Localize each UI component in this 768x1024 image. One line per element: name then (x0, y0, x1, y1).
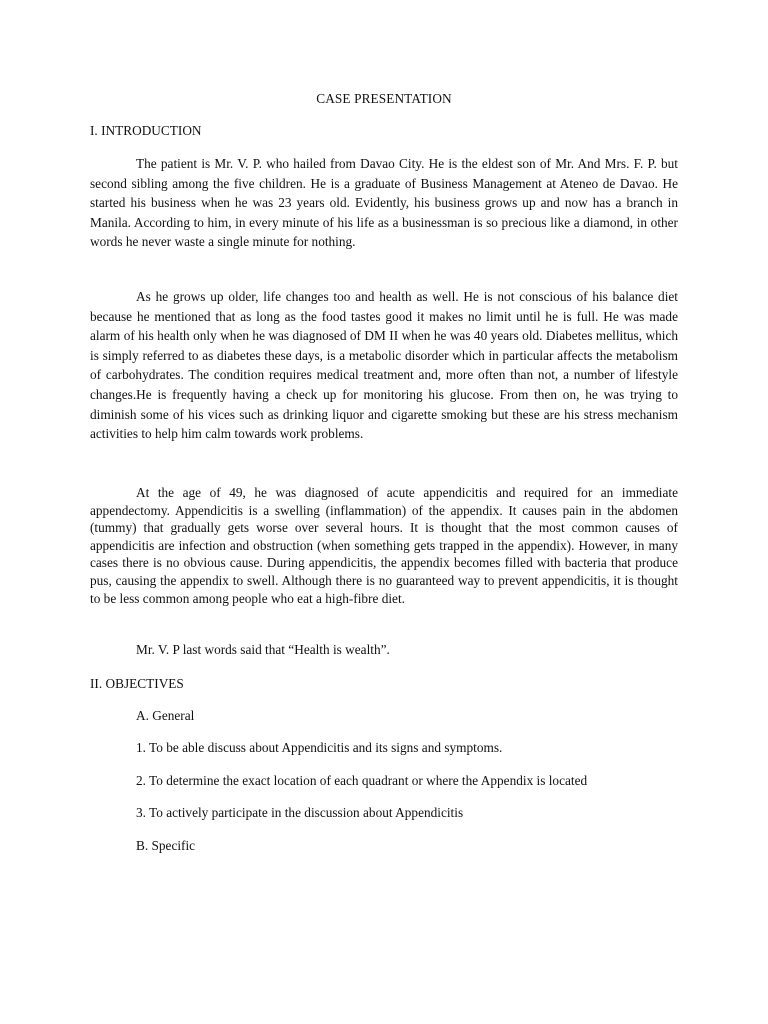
objective-item: 1. To be able discuss about Appendicitis and its signs and symptoms. (136, 740, 503, 755)
intro-paragraph-2: As he grows up older, life changes too and health as well. He is not conscious of his balance diet because he mentioned that as long as the food tastes good it makes no limit until he is full. He was made alarm of his health only when he was diagnosed of DM II when he was 40 years old. Diabetes mellitus, which is simply referred to as diabetes these days, is a metabolic disorder which in particular affects the metabolism of carbohydrates. The condition requires medical treatment and, more often than not, a number of lifestyle changes.He is frequently having a check up for monitoring his glucose. From then on, he was trying to diminish some of his vices such as drinking liquor and cigarette smoking but these are his stress mechanism activities to help him calm towards work problems. (90, 289, 678, 442)
intro-paragraph-1: The patient is Mr. V. P. who hailed from Davao City. He is the eldest son of Mr. And Mrs. F. P. but second sibling among the five children. He is a graduate of Business Management at Ateneo de Davao. He started his business when he was 23 years old. Evidently, his business grows up and now has a branch in Manila. According to him, in every minute of his life as a businessman is so precious like a diamond, in other words he never waste a single minute for nothing. (90, 156, 678, 250)
objective-item: 2. To determine the exact location of each quadrant or where the Appendix is located (136, 773, 588, 788)
intro-paragraph-3: At the age of 49, he was diagnosed of acute appendicitis and required for an immediate appendectomy. Appendicitis is a swelling (inflammation) of the appendix. It causes pain in the abdomen (tummy) that gradually gets worse over several hours. It is thought that the most common causes of appendicitis are infection and obstruction (when something gets trapped in the appendix). However, in many cases there is no obvious cause. During appendicitis, the appendix becomes filled with bacteria that produce pus, causing the appendix to swell. Although there is no guaranteed way to prevent appendicitis, it is thought to be less common among people who eat a high-fibre diet. (90, 485, 678, 606)
objectives-specific-label: B. Specific (136, 838, 196, 853)
document-page (90, 0, 678, 1024)
section-heading-introduction: I. INTRODUCTION (90, 123, 202, 138)
section-heading-objectives: II. OBJECTIVES (90, 676, 184, 691)
document-title: CASE PRESENTATION (316, 91, 452, 106)
objective-item: 3. To actively participate in the discussion about Appendicitis (136, 805, 464, 820)
objectives-general-label: A. General (136, 708, 195, 723)
intro-paragraph-4: Mr. V. P last words said that “Health is wealth”. (136, 642, 390, 657)
